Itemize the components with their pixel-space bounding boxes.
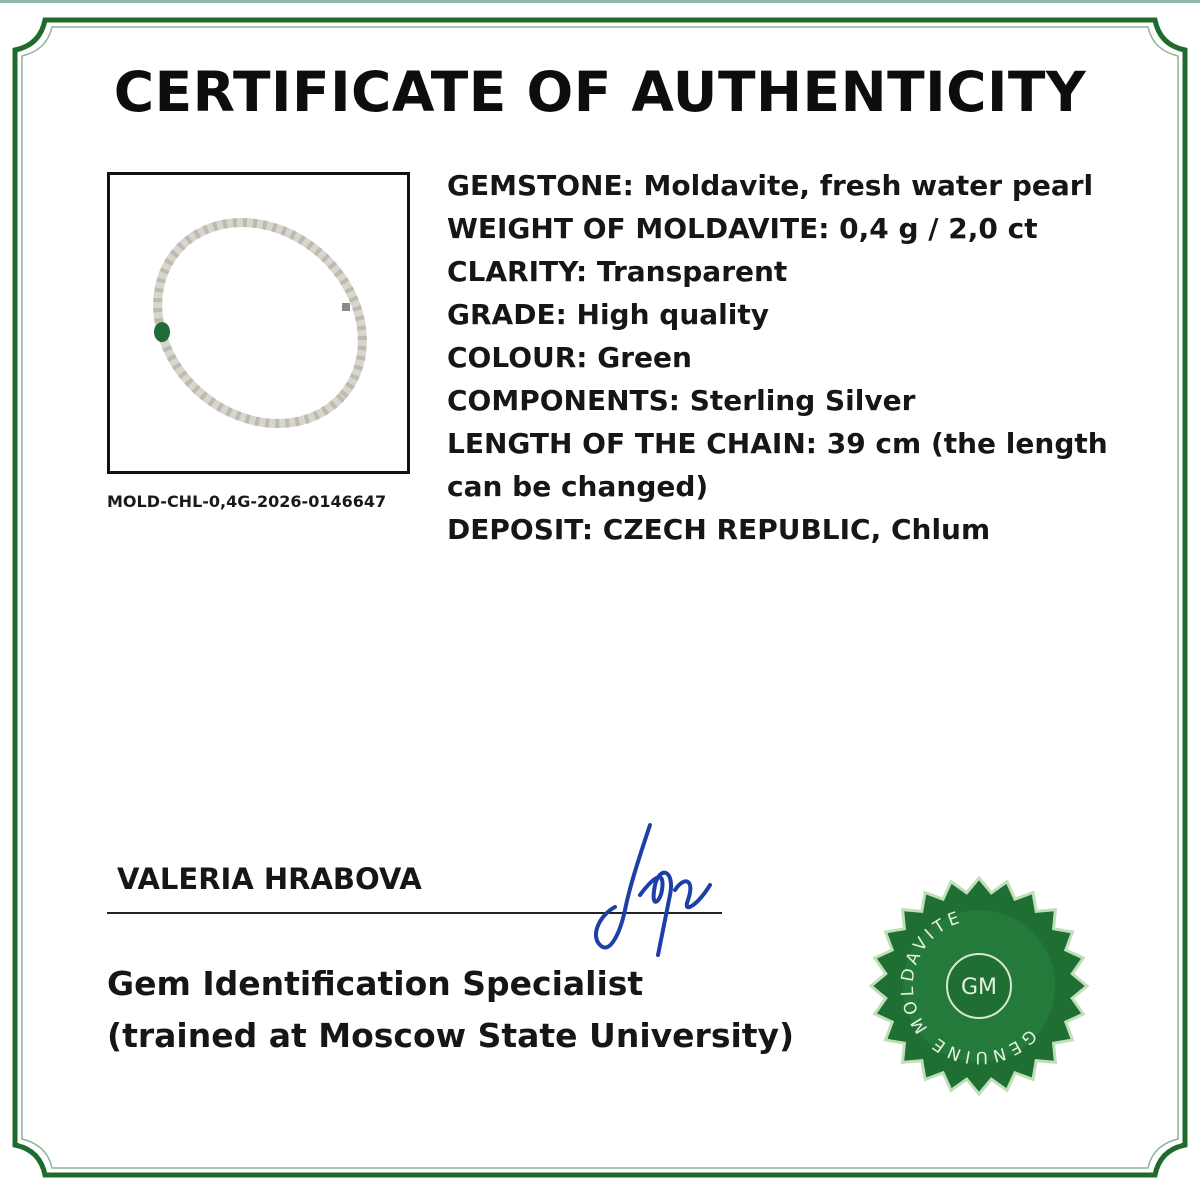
spec-chain-length: LENGTH OF THE CHAIN: 39 cm (the length: [447, 427, 1108, 460]
spec-components: COMPONENTS: Sterling Silver: [447, 384, 916, 417]
product-sku: MOLD-CHL-0,4G-2026-0146647: [107, 492, 387, 511]
seal-ring-text: GENUINE MOLDAVITE: [897, 907, 1041, 1068]
spec-weight: WEIGHT OF MOLDAVITE: 0,4 g / 2,0 ct: [447, 212, 1038, 245]
spec-grade: GRADE: High quality: [447, 298, 769, 331]
seal-monogram: GM: [960, 975, 998, 1000]
genuine-moldavite-seal: [868, 875, 1090, 1097]
spec-chain-length-note: can be changed): [447, 470, 709, 503]
gemstone-specifications: [447, 164, 1127, 551]
spec-deposit: DEPOSIT: CZECH REPUBLIC, Chlum: [447, 513, 991, 546]
pearl-necklace-image: [110, 175, 407, 471]
product-photo: [107, 172, 410, 474]
handwritten-signature: [570, 815, 740, 965]
signer-title: Gem Identification Specialist: [107, 964, 644, 1003]
signer-role: [107, 958, 827, 1062]
signer-training: (trained at Moscow State University): [107, 1016, 795, 1055]
spec-gemstone: GEMSTONE: Moldavite, fresh water pearl: [447, 169, 1094, 202]
signer-name: VALERIA HRABOVA: [117, 862, 422, 896]
spec-colour: COLOUR: Green: [447, 341, 692, 374]
certificate-title: CERTIFICATE OF AUTHENTICITY: [113, 60, 1087, 124]
spec-clarity: CLARITY: Transparent: [447, 255, 788, 288]
